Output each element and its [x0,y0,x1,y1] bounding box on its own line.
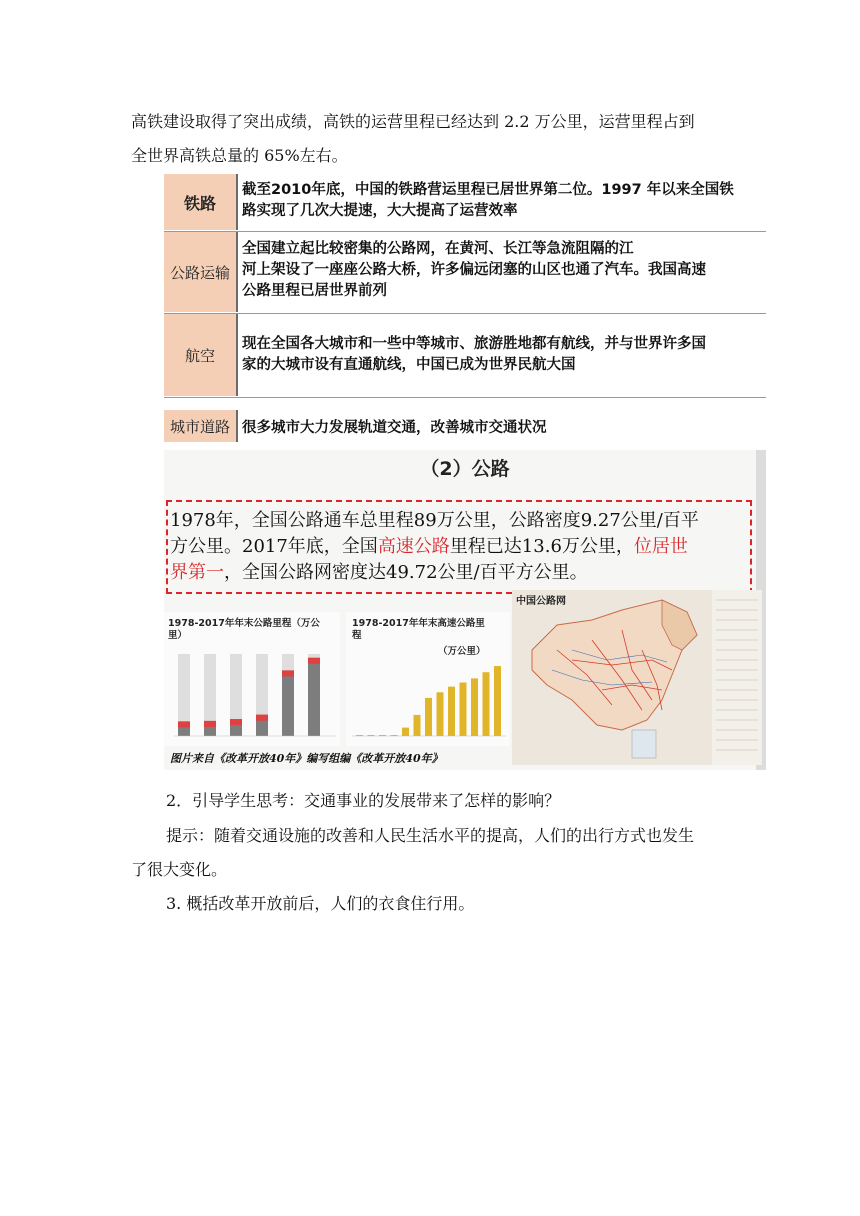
text-segment: 方公里。2017年底，全国 [170,536,378,557]
image-caption: 图片来自《改革开放40年》编写组编《改革开放40年》 [170,752,443,765]
body-line: 全国建立起比较密集的公路网，在黄河、长江等急流阻隔的江 [242,241,634,257]
bar-highlight [282,670,294,676]
table-row [164,314,766,396]
table-row [164,398,766,442]
row-body [242,418,762,439]
row-divider [236,410,238,442]
table-row [164,232,766,312]
chart-plot [164,612,340,746]
slide-text-line-2 [170,534,752,560]
highlight-text: 高速公路 [377,536,450,557]
expressway-chart [346,612,510,746]
body-line: 很多城市大力发展轨道交通，改善城市交通状况 [242,420,547,436]
bar [437,692,444,736]
bar [483,672,490,736]
slide-text [170,508,752,586]
chart-title-line: 1978-2017年年末公路里程（万公 [168,618,320,629]
chart-title-line: 里） [168,630,188,641]
row-body [242,180,762,222]
body-line: 公路里程已居世界前列 [242,283,387,299]
row-head-city-roads: 城市道路 [164,410,236,442]
highway-slide [164,450,766,770]
hint-line-2: 了很大变化。 [131,860,228,879]
text-segment: ，全国公路网密度达49.72公里/百平方公里。 [224,562,588,583]
highlight-text: 界第一 [170,562,224,583]
slide-title: （2）公路 [420,458,510,480]
intro-line-2: 全世界高铁总量的 65%左右。 [131,146,348,165]
body-line: 河上架设了一座座公路大桥，许多偏远闭塞的山区也通了汽车。我国高速 [242,262,706,278]
chart-title-line: 程 [352,630,362,641]
chart-plot [346,612,510,746]
bar [448,687,455,736]
bar [494,666,501,736]
row-head-aviation: 航空 [164,314,236,396]
highlight-text: 位居世 [633,536,688,557]
question-3: 3. 概括改革开放前后，人们的衣食住行用。 [166,894,475,913]
bar-highlight [256,715,268,721]
bar-highlight [230,719,242,725]
map-title: 中国公路网 [516,596,566,607]
row-head-highway: 公路运输 [164,232,236,312]
bar [425,698,432,736]
chart-title-line: 1978-2017年年末高速公路里 [352,618,485,629]
body-line: 路实现了几次大提速，大大提高了运营效率 [242,203,518,219]
bar [308,658,320,736]
chart-unit: （万公里） [438,646,486,657]
body-line: 家的大城市设有直通航线，中国已成为世界民航大国 [242,357,576,373]
slide-text-line-1: 1978年，全国公路通车总里程89万公里，公路密度9.27公里/百平 [170,510,699,531]
bar [414,715,421,736]
table-row [164,174,766,230]
transport-table [164,174,766,442]
hint-line-1: 提示：随着交通设施的改善和人民生活水平的提高，人们的出行方式也发生 [166,826,695,845]
highway-length-chart [164,612,340,746]
bar [402,728,409,736]
china-road-map [512,590,762,765]
bar-highlight [308,658,320,664]
row-divider [236,174,238,230]
row-head-railway: 铁路 [164,174,236,230]
row-divider [236,232,238,312]
row-divider [236,314,238,396]
bar-highlight [204,721,216,727]
bar [460,683,467,736]
row-body [242,239,762,302]
bar [282,670,294,736]
map-graphic [512,590,762,765]
row-body [242,334,762,376]
question-2: 2．引导学生思考：交通事业的发展带来了怎样的影响？ [166,791,561,810]
body-line: 截至2010年底，中国的铁路营运里程已居世界第二位。1997 年以来全国铁 [242,182,734,198]
intro-line-1: 高铁建设取得了突出成绩，高铁的运营里程已经达到 2.2 万公里，运营里程占到 [131,112,695,131]
bar [471,678,478,736]
text-segment: 里程已达13.6万公里， [449,536,634,557]
bar-highlight [178,721,190,727]
body-line: 现在全国各大城市和一些中等城市、旅游胜地都有航线，并与世界许多国 [242,336,706,352]
slide-text-line-3 [170,560,752,586]
